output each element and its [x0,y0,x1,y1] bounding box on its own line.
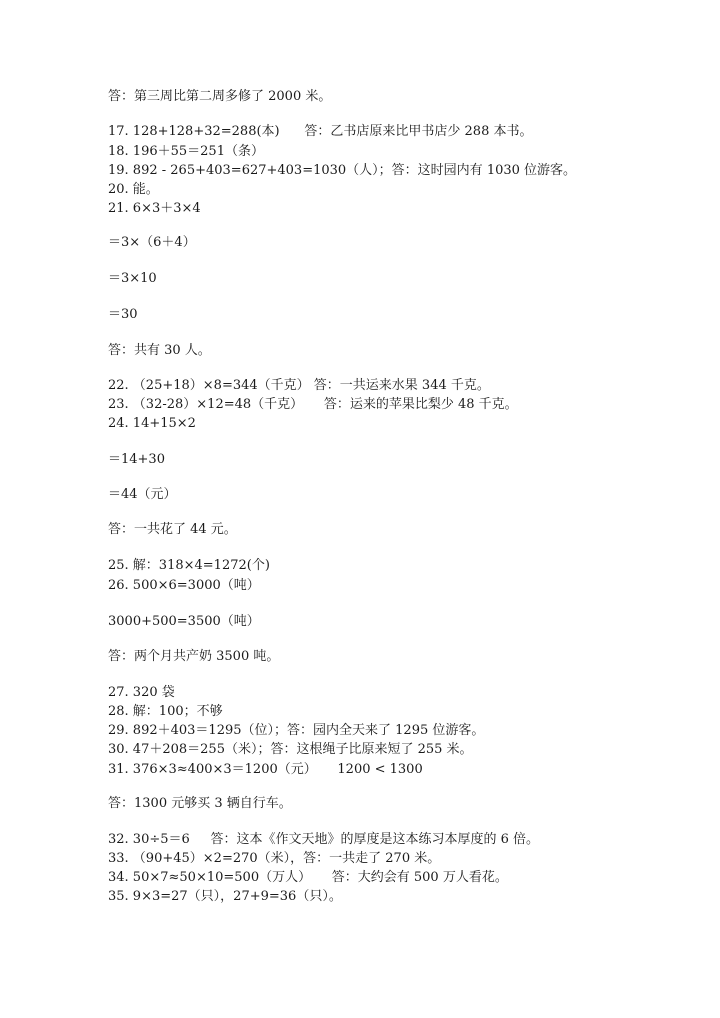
answer-line: 20. 能。 [108,182,159,197]
answer-line: 答：共有 30 人。 [108,343,211,358]
answer-line: 25. 解：318×4=1272(个) [108,558,270,573]
answer-line: 答：两个月共产奶 3500 吨。 [108,649,280,664]
answer-line: 35. 9×3=27（只），27+9=36（只）。 [108,889,342,904]
answer-line: 30. 47＋208＝255（米）；答：这根绳子比原来短了 255 米。 [108,742,473,757]
answer-line: 23. （32-28）×12=48（千克） 答：运来的苹果比梨少 48 千克。 [108,397,518,412]
answer-line: 34. 50×7≈50×10=500（万人） 答：大约会有 500 万人看花。 [108,870,508,885]
answer-line: 答：一共花了 44 元。 [108,522,237,537]
answer-line: 答：第三周比第二周多修了 2000 米。 [108,89,332,104]
answer-line: 答：1300 元够买 3 辆自行车。 [108,796,292,811]
answer-line: 22. （25+18）×8=344（千克） 答：一共运来水果 344 千克。 [108,378,490,393]
answer-line: 18. 196＋55＝251（条） [108,144,264,159]
answer-line: ＝3×10 [108,271,157,286]
answer-line: 32. 30÷5＝6 答：这本《作文天地》的厚度是这本练习本厚度的 6 倍。 [108,832,539,847]
answer-line: 31. 376×3≈400×3＝1200（元） 1200 < 1300 [108,762,423,777]
answer-line: 26. 500×6=3000（吨） [108,578,260,593]
answer-line: 24. 14+15×2 [108,416,196,431]
answer-line: 19. 892 - 265+403=627+403=1030（人）；答：这时园内有 1030 位游客。 [108,163,577,178]
answer-line: 33. （90+45）×2=270（米），答：一共走了 270 米。 [108,851,441,866]
answer-line: ＝3×（6＋4） [108,235,196,250]
answer-line: 28. 解：100；不够 [108,704,223,719]
answer-line: ＝44（元） [108,487,177,502]
answer-line: 21. 6×3＋3×4 [108,201,201,216]
answer-line: ＝30 [108,307,138,322]
answer-line: 3000+500=3500（吨） [108,614,260,629]
answer-line: ＝14+30 [108,452,165,467]
answer-line: 27. 320 袋 [108,685,175,700]
answer-line: 17. 128+128+32=288(本) 答：乙书店原来比甲书店少 288 本书。 [108,124,533,139]
answer-line: 29. 892＋403＝1295（位）；答：园内全天来了 1295 位游客。 [108,723,485,738]
